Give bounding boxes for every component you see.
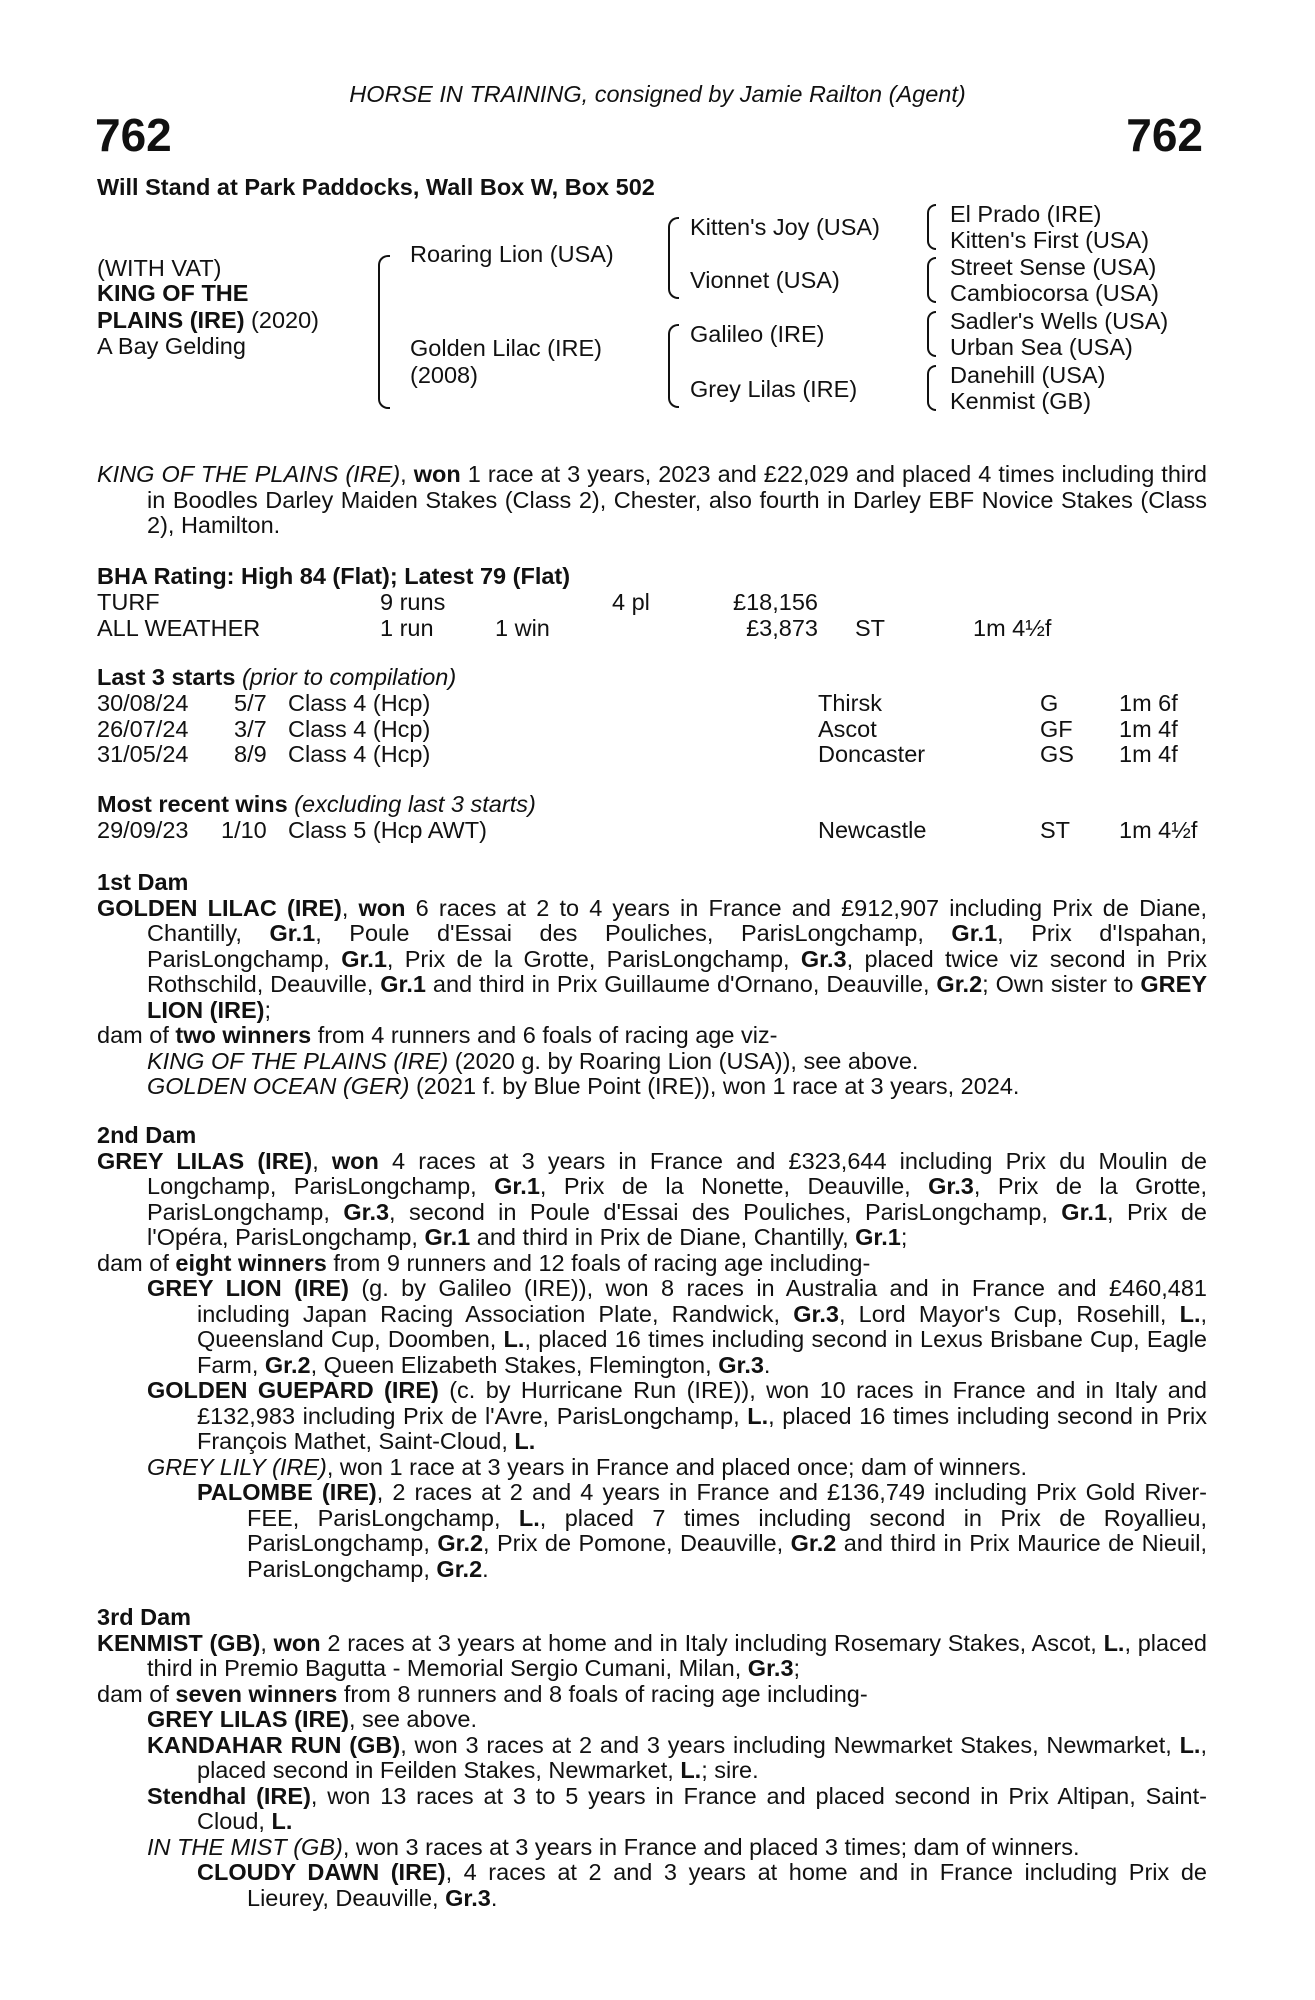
- dds: Danehill (USA): [950, 362, 1106, 388]
- second-dam-section: [97, 1123, 1207, 1582]
- grade: Gr.2: [264, 1351, 311, 1378]
- grade: Gr.3: [718, 1351, 764, 1378]
- produce-item: [97, 1074, 1207, 1100]
- dsd: Urban Sea (USA): [950, 334, 1133, 360]
- start-distance: 1m 6f: [1119, 690, 1178, 716]
- grade: L.: [680, 1757, 702, 1783]
- lot-number-right: 762: [1126, 109, 1203, 161]
- t: , placed 16 times including second in Lexus Brisbane Cup, Eagle Farm,: [197, 1326, 1207, 1378]
- recent-wins-title: Most recent wins: [97, 791, 288, 817]
- produce-item: [97, 1784, 1207, 1835]
- t: ;: [793, 1655, 801, 1681]
- winners-count: seven winners: [175, 1680, 338, 1707]
- going: ST: [855, 614, 886, 641]
- race-summary: [97, 462, 1207, 539]
- t: dam of: [97, 1249, 176, 1276]
- grade: L.: [514, 1428, 536, 1454]
- start-distance: 1m 4f: [1119, 715, 1178, 742]
- grade: Gr.3: [800, 945, 847, 972]
- won-label: won: [331, 1147, 379, 1174]
- start-date: 26/07/24: [97, 715, 189, 742]
- grade: L.: [1103, 1629, 1125, 1656]
- grade: Gr.1: [424, 1224, 471, 1250]
- runs: 1 run: [380, 614, 434, 641]
- produce-name: IN THE MIST (GB): [147, 1833, 343, 1860]
- sdd: Cambiocorsa (USA): [950, 280, 1159, 306]
- grade: Gr.3: [445, 1884, 491, 1911]
- start-date: 30/08/24: [97, 690, 189, 716]
- stand-location: Will Stand at Park Paddocks, Wall Box W, Box 502: [97, 174, 655, 200]
- t: ,: [260, 1629, 274, 1656]
- horse-description: A Bay Gelding: [97, 333, 246, 359]
- t: (g. by Galileo (IRE)), won 8 races in Australia and in France and £460,481 including Japan Racing Association Plate, Randwick,: [197, 1275, 1207, 1327]
- recent-wins-note: (excluding last 3 starts): [287, 791, 536, 817]
- t: , Prix de la Grotte, ParisLongchamp,: [386, 945, 801, 972]
- last-starts-title: Last 3 starts: [97, 664, 236, 690]
- produce-name: CLOUDY DAWN (IRE): [197, 1859, 446, 1885]
- t: , placed second in Feilden Stakes, Newmarket,: [197, 1731, 1207, 1783]
- t: , won 3 races at 2 and 3 years including Newmarket Stakes, Newmarket,: [400, 1731, 1180, 1758]
- t: , won 3 races at 3 years in France and placed 3 times; dam of winners.: [342, 1833, 1080, 1860]
- bracket-sd: [927, 257, 936, 303]
- bracket-dam-parents: [668, 324, 679, 408]
- bracket-ss: [927, 204, 936, 250]
- placed: 4 pl: [612, 589, 650, 615]
- t: from 9 runners and 12 foals of racing age including-: [326, 1249, 871, 1276]
- produce-name: KING OF THE PLAINS (IRE): [147, 1047, 449, 1074]
- t: 4 races at 3 years in France and £323,644 including Prix du Moulin de Longchamp, ParisLongchamp,: [147, 1147, 1207, 1199]
- t: , second in Poule d'Essai des Pouliches, ParisLongchamp,: [389, 1198, 1062, 1225]
- t: ; sire.: [701, 1757, 759, 1783]
- produce-item: [97, 1860, 1207, 1911]
- start-position: 8/9: [234, 741, 267, 767]
- t: from 4 runners and 6 foals of racing age viz-: [311, 1022, 778, 1048]
- wins: 1 win: [495, 614, 550, 641]
- prize: £18,156: [733, 589, 818, 615]
- t: , placed third in Premio Bagutta - Memorial Sergio Cumani, Milan,: [147, 1629, 1207, 1681]
- winners-count: eight winners: [175, 1249, 327, 1276]
- vat-note: (WITH VAT): [97, 255, 222, 281]
- grade: Gr.2: [436, 1555, 483, 1582]
- sss: El Prado (IRE): [950, 201, 1102, 227]
- win-position: 1/10: [221, 817, 267, 843]
- grade: L.: [271, 1808, 293, 1834]
- produce-name: KANDAHAR RUN (GB): [147, 1731, 401, 1758]
- first-dam-produce: [97, 1023, 1207, 1049]
- sire-dam: Vionnet (USA): [690, 267, 840, 293]
- t: ,: [341, 894, 359, 921]
- produce-name: GOLDEN OCEAN (GER): [147, 1073, 410, 1099]
- grade: Gr.3: [928, 1173, 974, 1199]
- t: , Lord Mayor's Cup, Rosehill,: [838, 1300, 1180, 1327]
- t: , placed 7 times including second in Prix de Royallieu, ParisLongchamp,: [247, 1504, 1207, 1556]
- produce-item: [97, 1480, 1207, 1582]
- t: and third in Prix Guillaume d'Ornano, Deauville,: [426, 971, 937, 997]
- t: , see above.: [348, 1706, 477, 1732]
- first-dam-section: [97, 870, 1207, 1100]
- t: ;: [264, 996, 272, 1023]
- t: , Prix de l'Opéra, ParisLongchamp,: [147, 1198, 1208, 1250]
- start-course: Thirsk: [818, 690, 882, 716]
- produce-name: Stendhal (IRE): [147, 1782, 311, 1809]
- dam-name: KENMIST (GB): [97, 1629, 261, 1656]
- grade: L.: [747, 1402, 769, 1429]
- bracket-sire-parents: [668, 217, 679, 299]
- last-starts-note: (prior to compilation): [235, 664, 457, 690]
- t: .: [490, 1884, 498, 1911]
- third-dam-title: 3rd Dam: [97, 1604, 192, 1630]
- lot-number-left: 762: [95, 109, 172, 161]
- start-class: Class 4 (Hcp): [288, 741, 431, 767]
- second-dam-produce: [97, 1251, 1207, 1277]
- t: , Prix d'Ispahan, ParisLongchamp,: [147, 920, 1207, 972]
- won-label: won: [413, 461, 461, 487]
- produce-item: [97, 1378, 1207, 1455]
- won-label: won: [273, 1629, 321, 1656]
- start-distance: 1m 4f: [1119, 741, 1178, 767]
- start-class: Class 4 (Hcp): [288, 690, 431, 716]
- win-course: Newcastle: [818, 817, 927, 843]
- produce-name: GREY LILAS (IRE): [147, 1706, 349, 1732]
- t: , 4 races at 2 and 3 years at home and in France including Prix de Lieurey, Deauville,: [247, 1859, 1207, 1911]
- dss: Sadler's Wells (USA): [950, 308, 1169, 334]
- horse-name-part: PLAINS (IRE): [97, 307, 245, 333]
- separator: ,: [400, 461, 414, 487]
- t: (2020 g. by Roaring Lion (USA)), see above.: [448, 1047, 919, 1074]
- t: , Prix de la Grotte, ParisLongchamp,: [147, 1173, 1207, 1225]
- sds: Street Sense (USA): [950, 254, 1157, 280]
- grade: L.: [503, 1326, 525, 1352]
- sire-sire: Kitten's Joy (USA): [690, 214, 880, 240]
- t: , Queen Elizabeth Stakes, Flemington,: [310, 1351, 719, 1378]
- t: , placed twice viz second in Prix Rothschild, Deauville,: [147, 945, 1207, 997]
- t: , Prix de Pomone, Deauville,: [483, 1530, 791, 1556]
- t: 6 races at 2 to 4 years in France and £912,907 including Prix de Diane, Chantilly,: [147, 894, 1207, 946]
- start-class: Class 4 (Hcp): [288, 715, 431, 742]
- grade: Gr.3: [343, 1198, 390, 1225]
- dam: Golden Lilac (IRE): [410, 335, 602, 361]
- grade: Gr.2: [790, 1530, 837, 1556]
- recent-wins-heading: [97, 792, 536, 818]
- start-position: 3/7: [234, 715, 267, 742]
- grade: Gr.1: [1061, 1198, 1108, 1225]
- sire: Roaring Lion (USA): [410, 241, 614, 267]
- dam-sire: Galileo (IRE): [690, 321, 825, 347]
- ddd: Kenmist (GB): [950, 388, 1092, 414]
- surface: ALL WEATHER: [97, 614, 261, 641]
- t: (c. by Hurricane Run (IRE)), won 10 races in France and in Italy and £132,983 including Prix de l'Avre, ParisLongchamp,: [197, 1377, 1207, 1429]
- grade: Gr.3: [793, 1300, 839, 1327]
- bracket-dd: [927, 365, 936, 411]
- produce-name: GOLDEN GUEPARD (IRE): [147, 1377, 439, 1403]
- start-course: Doncaster: [818, 741, 926, 767]
- t: (2021 f. by Blue Point (IRE)), won 1 race at 3 years, 2024.: [409, 1073, 1020, 1099]
- dam-name: GREY LILAS (IRE): [97, 1147, 313, 1174]
- bracket-ds: [927, 311, 936, 357]
- grade: Gr.3: [747, 1655, 794, 1681]
- win-date: 29/09/23: [97, 817, 189, 843]
- horse-name-line1: KING OF THE: [97, 280, 249, 306]
- t: , placed 16 times including second in Prix François Mathet, Saint-Cloud,: [197, 1402, 1207, 1454]
- second-dam-title: 2nd Dam: [97, 1122, 197, 1148]
- t: and third in Prix Maurice de Nieuil, ParisLongchamp,: [247, 1530, 1207, 1582]
- t: , Queensland Cup, Doomben,: [197, 1300, 1208, 1352]
- grade: Gr.1: [855, 1224, 901, 1250]
- t: , won 13 races at 3 to 5 years in France and placed second in Prix Altipan, Saint-Cloud,: [197, 1782, 1207, 1834]
- horse-name-italic: KING OF THE PLAINS (IRE): [97, 461, 401, 487]
- ssd: Kitten's First (USA): [950, 227, 1150, 253]
- distance: 1m 4½f: [973, 614, 1052, 641]
- produce-name: PALOMBE (IRE): [197, 1479, 377, 1505]
- third-dam-section: [97, 1605, 1207, 1911]
- produce-item: [97, 1733, 1207, 1784]
- produce-item: [97, 1707, 1207, 1733]
- produce-name: GREY LION (IRE): [147, 1275, 349, 1301]
- grade: Gr.1: [494, 1173, 540, 1199]
- t: , 2 races at 2 and 4 years in France and £136,749 including Prix Gold River-FEE, ParisLongchamp,: [247, 1479, 1207, 1531]
- grade: L.: [1179, 1731, 1201, 1758]
- t: 2 races at 3 years at home and in Italy including Rosemary Stakes, Ascot,: [320, 1629, 1104, 1656]
- grade: L.: [518, 1504, 540, 1531]
- t: , won 1 race at 3 years in France and placed once; dam of winners.: [326, 1453, 1027, 1480]
- won-label: won: [358, 894, 406, 921]
- first-dam-title: 1st Dam: [97, 869, 189, 895]
- produce-item: [97, 1049, 1207, 1075]
- grade: Gr.1: [951, 920, 998, 946]
- start-going: GF: [1040, 715, 1073, 742]
- t: ; Own sister to: [982, 971, 1141, 997]
- produce-item: [97, 1276, 1207, 1378]
- produce-item: [97, 1455, 1207, 1481]
- t: , Poule d'Essai des Pouliches, ParisLongchamp,: [315, 920, 952, 946]
- consignor-line: HORSE IN TRAINING, consigned by Jamie Railton (Agent): [349, 81, 966, 107]
- dam-year: (2008): [410, 362, 478, 388]
- t: .: [763, 1351, 771, 1378]
- winners-count: two winners: [175, 1022, 312, 1048]
- surface: TURF: [97, 589, 160, 615]
- win-class: Class 5 (Hcp AWT): [288, 817, 487, 843]
- start-going: G: [1040, 690, 1059, 716]
- second-dam-record: [97, 1149, 1207, 1251]
- bracket-sire-dam: [378, 255, 390, 409]
- start-course: Ascot: [818, 715, 877, 742]
- summary-text: 1 race at 3 years, 2023 and £22,029 and placed 4 times including third in Boodles Darley Maiden Stakes (Class 2), Chester, also fourth in Darley EBF Novice Stakes (Class 2), Hamilton.: [147, 461, 1208, 538]
- dam-dam: Grey Lilas (IRE): [690, 376, 858, 402]
- first-dam-record: [97, 896, 1207, 1024]
- prize: £3,873: [746, 614, 818, 641]
- t: .: [482, 1555, 489, 1582]
- dam-name: GOLDEN LILAC (IRE): [97, 894, 342, 921]
- t: ,: [312, 1147, 332, 1174]
- t: , Prix de la Nonette, Deauville,: [539, 1173, 929, 1199]
- produce-item: [97, 1835, 1207, 1861]
- bha-rating-title: BHA Rating: High 84 (Flat); Latest 79 (Flat): [97, 563, 571, 589]
- third-dam-record: [97, 1631, 1207, 1682]
- grade: Gr.1: [341, 945, 387, 972]
- third-dam-produce: [97, 1682, 1207, 1708]
- produce-name: GREY LILY (IRE): [147, 1453, 327, 1480]
- t: dam of: [97, 1022, 176, 1048]
- horse-name-line2: [97, 308, 319, 334]
- start-date: 31/05/24: [97, 741, 189, 767]
- last-starts-heading: [97, 665, 456, 691]
- start-going: GS: [1040, 741, 1074, 767]
- t: dam of: [97, 1680, 176, 1707]
- sister-name: GREY LION (IRE): [147, 971, 1207, 1023]
- t: from 8 runners and 8 foals of racing age including-: [337, 1680, 868, 1707]
- grade: Gr.1: [269, 920, 316, 946]
- win-distance: 1m 4½f: [1119, 817, 1198, 843]
- grade: Gr.1: [380, 971, 426, 997]
- t: ;: [900, 1224, 908, 1250]
- horse-foaling-year: (2020): [244, 307, 319, 333]
- grade: Gr.2: [936, 971, 983, 997]
- start-position: 5/7: [234, 690, 267, 716]
- win-going: ST: [1040, 817, 1071, 843]
- t: and third in Prix de Diane, Chantilly,: [470, 1224, 856, 1250]
- grade: L.: [1179, 1300, 1201, 1327]
- runs: 9 runs: [380, 589, 446, 615]
- grade: Gr.2: [437, 1530, 484, 1556]
